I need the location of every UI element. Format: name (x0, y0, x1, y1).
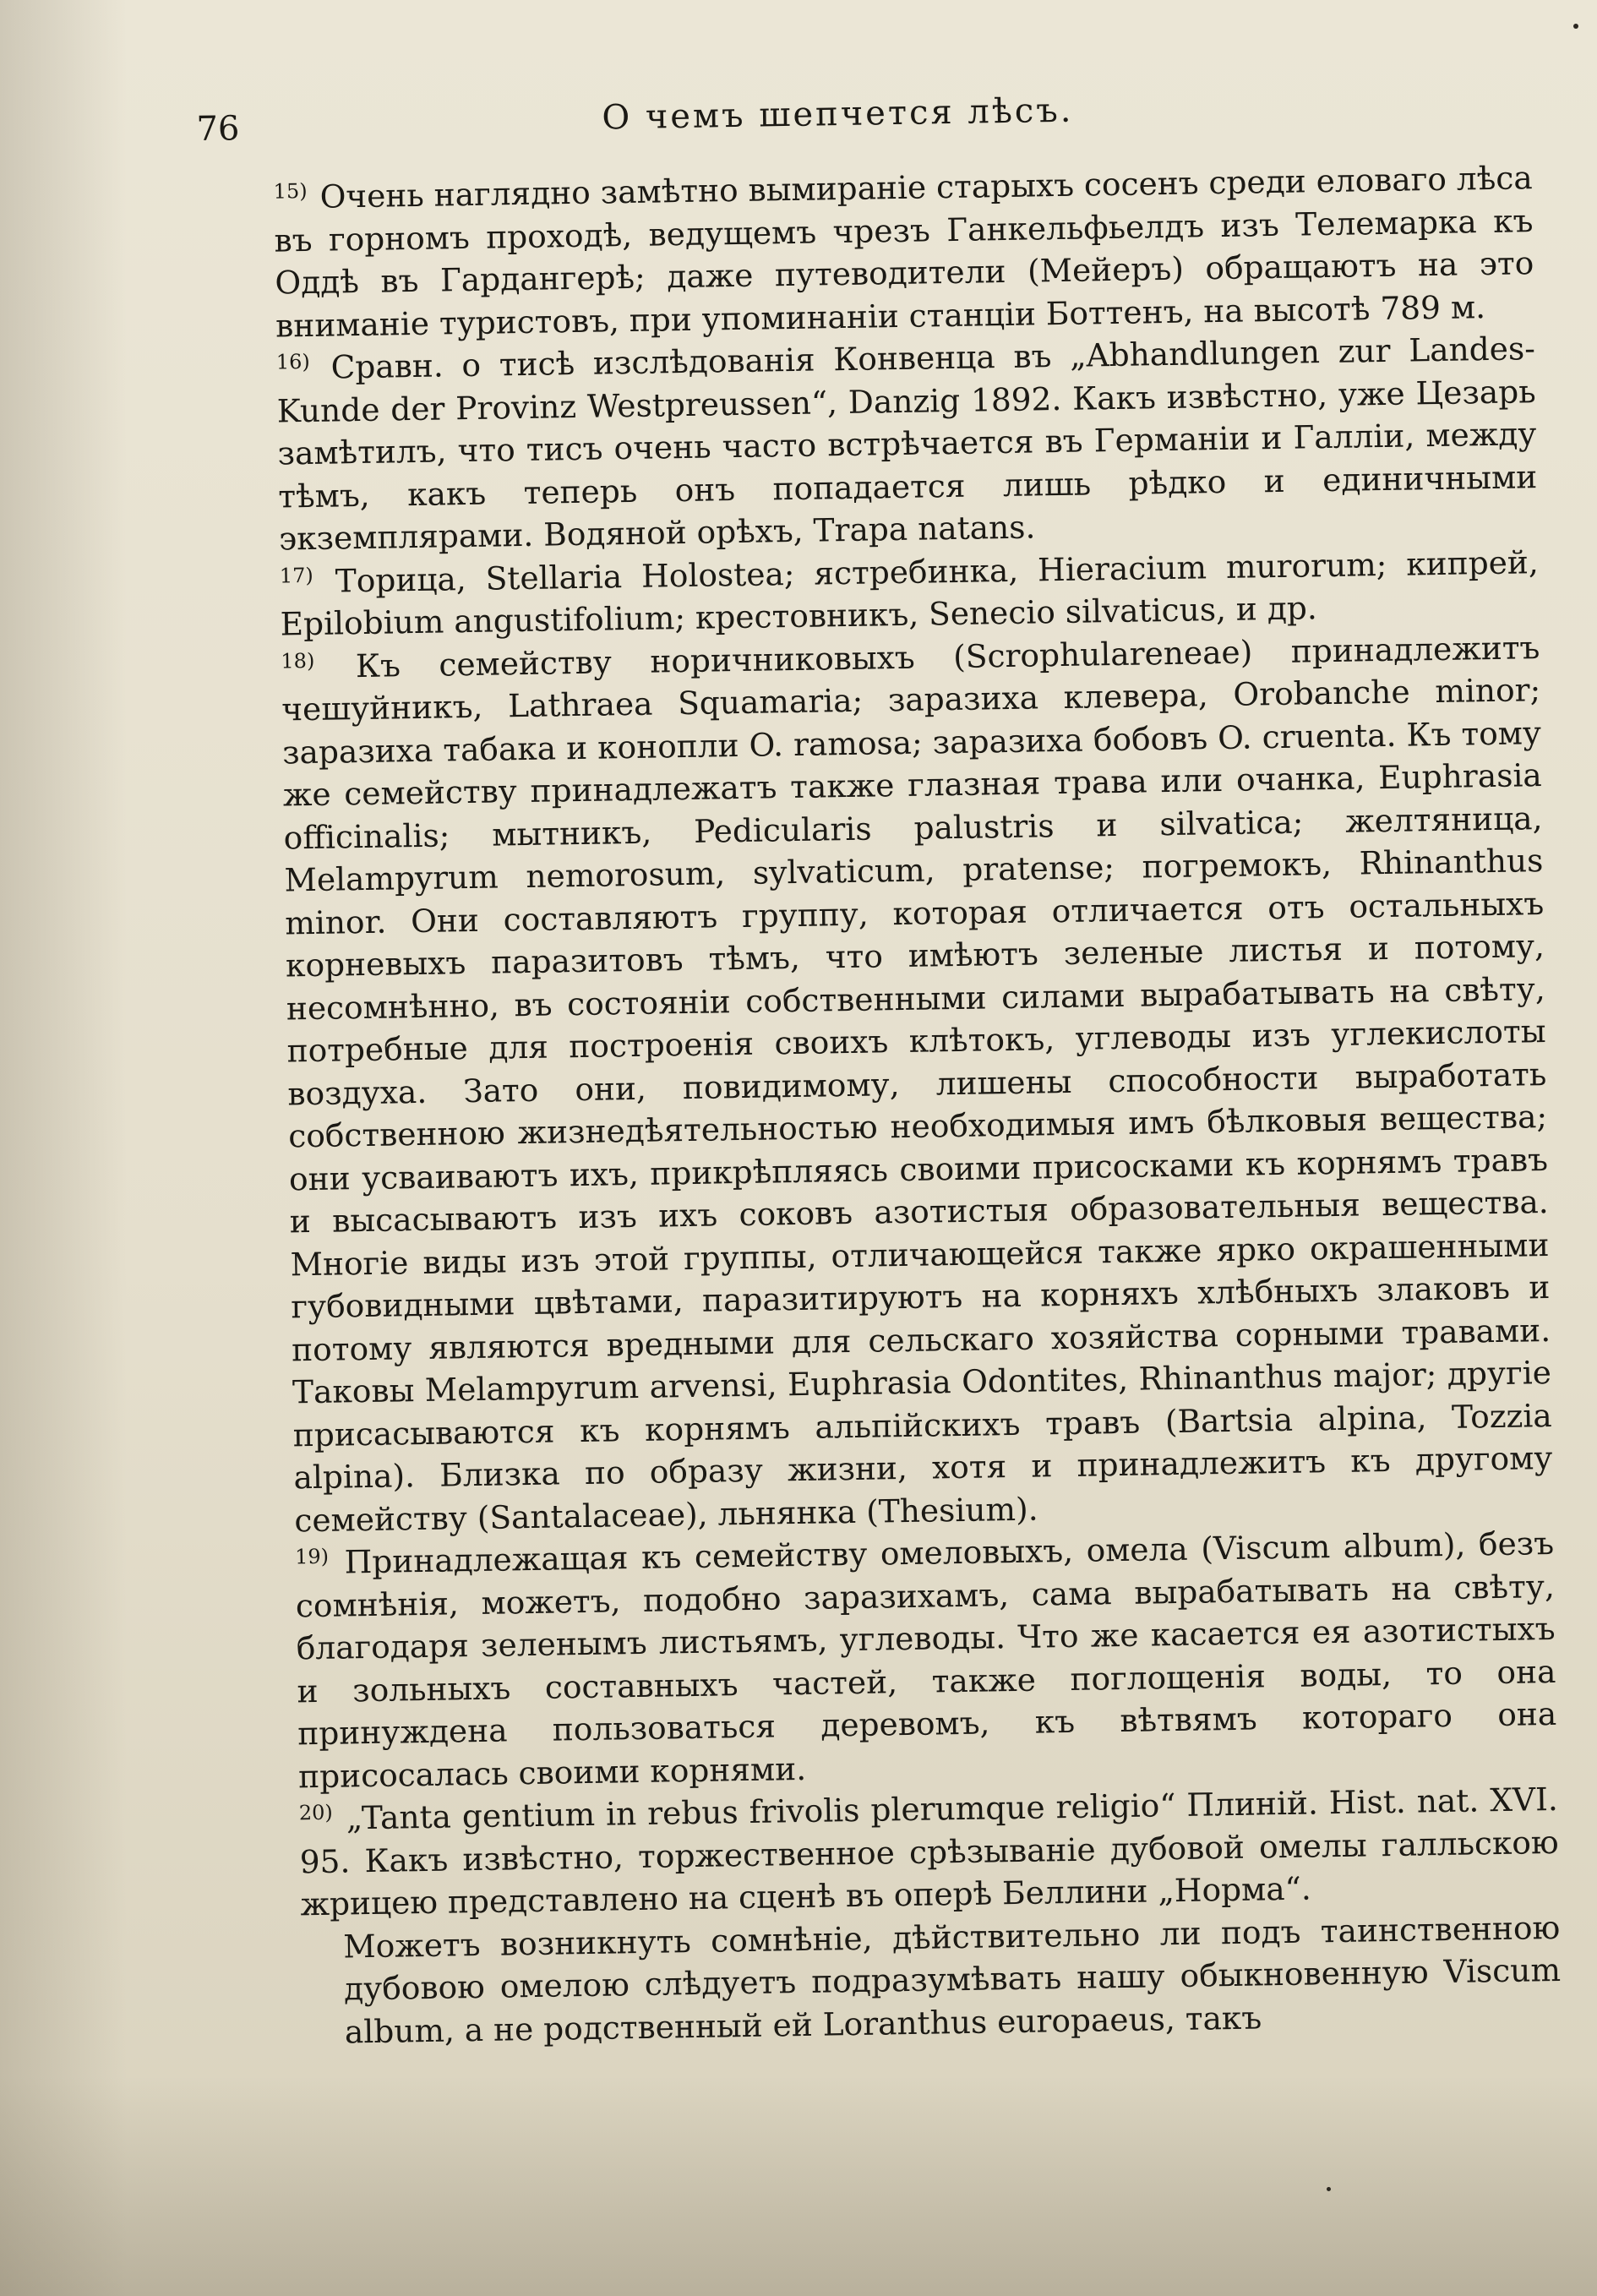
footnote-text: Торица, Stellaria Holostea; ястребинка, Hieracium murorum; кипрей, Epilobium angustifolium; крестовникъ, Senecio silvaticus, и др. (280, 543, 1540, 643)
footnote-16 (200, 327, 1539, 561)
footnote-marker: 20) (298, 1800, 333, 1825)
closing-paragraph: Можетъ возникнуть сомнѣніе, дѣйствительно ли подъ таинственною дубовою омелою слѣдуетъ подразумѣвать нашу обыкновенную Viscum album, а не родственный ей Loranthus europaeus, такъ (342, 1908, 1562, 2051)
footnote-18 (204, 626, 1553, 1543)
footnote-20 (223, 1778, 1560, 1927)
footnote-text: Къ семейству норичниковыхъ (Scrophulareneae) принадлежитъ чешуйникъ, Lathraea Squamaria; заразиха клевера, Orobanche minor; заразиха табака и конопли O. ramosa; заразиха бобовъ O. cruenta. Къ тому же семейству принадлежатъ также глазная трава или очанка, Euphrasia officinalis; мытникъ, Pedicularis palustris и silvatica; желтяница, Melampyrum nemorosum, sylvaticum, pratense; погремокъ, Rhinanthus minor. Они составляютъ группу, которая отличается отъ остальныхъ корневыхъ паразитовъ тѣмъ, что имѣютъ зеленые листья и потому, несомнѣнно, въ состояніи собственными силами вырабатывать на свѣту, потребные для построенія своихъ клѣтокъ, углеводы изъ углекислоты воздуха. Зато они, повидимому, лишены способности выработать собственною жизнедѣятельностью необходимыя имъ бѣлковыя вещества; они усваиваютъ ихъ, прикрѣпляясь своими присосками къ корнямъ травъ и высасываютъ изъ ихъ соковъ азотистыя образовательныя вещества. Многіе виды изъ этой группы, отличающейся также ярко окрашенными губовидными цвѣтами, паразитируютъ на корняхъ хлѣбныхъ злаковъ и потому являются вредными для сельскаго хозяйства сорными травами. Таковы Melampyrum arvensi, Euphrasia Odontites, Rhinanthus major; другіе присасываются къ корнямъ альпійскихъ травъ (Bartsia alpina, Tozzia alpina). Близка по образу жизни, хотя и принадлежитъ къ другому семейству (Santalaceae), льнянка (Thesium). (281, 628, 1553, 1539)
footnote-text: Принадлежащая къ семейству омеловыхъ, омела (Viscum album), безъ сомнѣнія, можетъ, подобно заразихамъ, сама вырабатывать на свѣту, благодаря зеленымъ листьямъ, углеводы. Что же касается ея азотистыхъ и зольныхъ составныхъ частей, также поглощенія воды, то она принуждена пользоваться деревомъ, къ вѣтвямъ котораго она присосалась своими корнями. (295, 1524, 1557, 1795)
footnote-15 (197, 156, 1534, 348)
footnote-text: Сравн. о тисѣ изслѣдованія Конвенца въ „Abhandlungen zur Landes-Kunde der Provinz Westpreussen“, Danzig 1892. Какъ извѣстно, уже Цезарь замѣтилъ, что тисъ очень часто встрѣчается въ Германіи и Галліи, между тѣмъ, какъ теперь онъ попадается лишь рѣдко и единичными экземплярами. Водяной орѣхъ, Trapa natans. (276, 330, 1538, 558)
footnote-marker: 19) (294, 1544, 330, 1569)
page-shadow-left (0, 0, 127, 2296)
footnote-text: Очень наглядно замѣтно вымираніе старыхъ сосенъ среди еловаго лѣса въ горномъ проходѣ, ведущемъ чрезъ Ганкельфьелдъ изъ Телемарка къ Оддѣ въ Гардангерѣ; даже путеводители (Мейеръ) обращаютъ на это вниманіе туристовъ, при упоминаніи станціи Боттенъ, на высотѣ 789 м. (274, 159, 1534, 345)
footnote-marker: 17) (279, 563, 313, 588)
footnote-text: „Tanta gentium in rebus frivolis plerumque religio“ Плиній. Hist. nat. XVI. 95. Какъ извѣстно, торжественное срѣзываніе дубовой омелы галльскою жрицею представлено на сценѣ въ оперѣ Беллини „Норма“. (299, 1780, 1559, 1923)
page-number: 76 (196, 109, 240, 149)
footnote-19 (219, 1522, 1558, 1799)
book-page (196, 80, 1562, 2055)
page-shadow-bottom (0, 2076, 1597, 2296)
speck (1327, 2187, 1331, 2191)
footnote-marker: 15) (273, 178, 308, 204)
footnote-marker: 16) (275, 349, 310, 374)
page-body (197, 156, 1562, 2055)
running-title: О чемъ шепчется лѣсъ. (602, 90, 1074, 138)
footnote-marker: 18) (281, 648, 315, 674)
speck (1573, 24, 1578, 29)
